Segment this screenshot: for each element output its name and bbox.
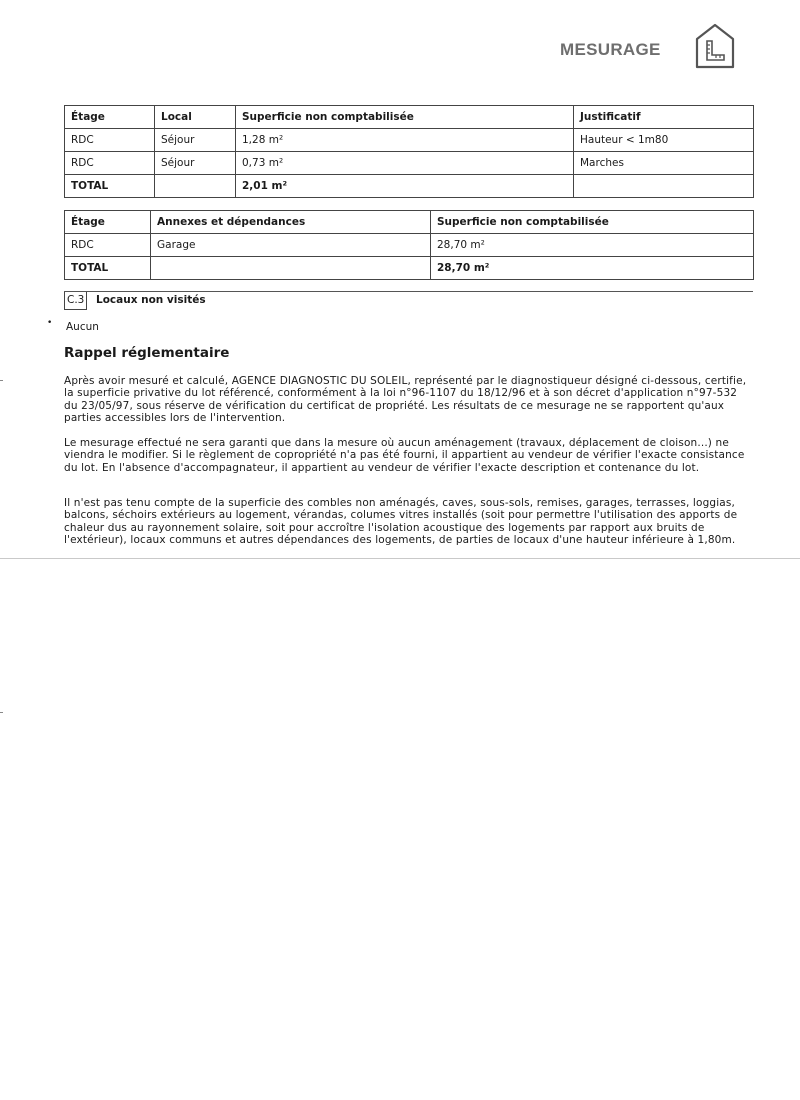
column-header: Étage [65,211,151,234]
unvisited-rooms-value: Aucun [66,321,99,333]
rappel-paragraph: Le mesurage effectué ne sera garanti que dans la mesure où aucun aménagement (travaux, déplacement de cloison...) ne viendra le modifier. Si le règlement de copropriété n'a pas été fourni, il appartient au vendeur de vérifier l'exacte consistance du lot. En l'absence d'accompagnateur, il appartient au vendeur de vérifier l'exacte description et contenance du lot. [64,437,745,474]
section-number: C.3 [64,292,87,310]
house-ruler-icon [694,22,736,70]
table-cell [155,175,236,198]
rappel-paragraph: Après avoir mesuré et calculé, AGENCE DIAGNOSTIC DU SOLEIL, représenté par le diagnostiqueur désigné ci-dessous, certifie, la superficie privative du lot référencé, conformément à la loi n°96-1107 du 18/12/96 et à son décret d'application n°97-532 du 23/05/97, sous réserve de vérification du certificat de propriété. Les résultats de ce mesurage ne se rapportent qu'aux parties accessibles lors de l'intervention. [64,375,747,425]
non-counted-area-table [64,105,754,198]
section-title: Locaux non visités [96,294,206,306]
table-cell [574,175,754,198]
table-cell: RDC [65,129,155,152]
table-cell: 28,70 m² [431,234,754,257]
table-cell: Séjour [155,129,236,152]
table-row [65,152,754,175]
column-header: Local [155,106,236,129]
section-c3-header [64,291,753,310]
table-cell: 2,01 m² [236,175,574,198]
table-cell: Garage [151,234,431,257]
table-cell: RDC [65,152,155,175]
page-title: MESURAGE [560,40,661,59]
column-header: Justificatif [574,106,754,129]
table-cell: TOTAL [65,257,151,280]
annexes-table [64,210,754,280]
column-header: Superficie non comptabilisée [236,106,574,129]
table-row [65,234,754,257]
page-fold-line [0,558,800,559]
scan-edge-mark [0,712,3,713]
column-header: Annexes et dépendances [151,211,431,234]
table-cell: RDC [65,234,151,257]
rappel-heading: Rappel réglementaire [64,345,230,361]
table-header-row [65,106,754,129]
table-cell: Hauteur < 1m80 [574,129,754,152]
table-cell: TOTAL [65,175,155,198]
table-cell: 1,28 m² [236,129,574,152]
column-header: Superficie non comptabilisée [431,211,754,234]
table-cell [151,257,431,280]
bullet-icon: • [47,318,53,328]
scan-edge-mark [0,380,3,381]
table-cell: 28,70 m² [431,257,754,280]
table-cell: Marches [574,152,754,175]
table-cell: Séjour [155,152,236,175]
table-header-row [65,211,754,234]
table-total-row [65,257,754,280]
rappel-paragraph: Il n'est pas tenu compte de la superficie des combles non aménagés, caves, sous-sols, remises, garages, terrasses, loggias, balcons, séchoirs extérieurs au logement, vérandas, columes vitres installés (soit pour permettre l'utilisation des apports de chaleur dus au rayonnement solaire, soit pour accroître l'isolation acoustique des logements par rapport aux bruits de l'extérieur), locaux communs et autres dépendances des logements, de parties de locaux d'une hauteur inférieure à 1,80m. [64,497,738,547]
table-total-row [65,175,754,198]
table-cell: 0,73 m² [236,152,574,175]
column-header: Étage [65,106,155,129]
table-row [65,129,754,152]
